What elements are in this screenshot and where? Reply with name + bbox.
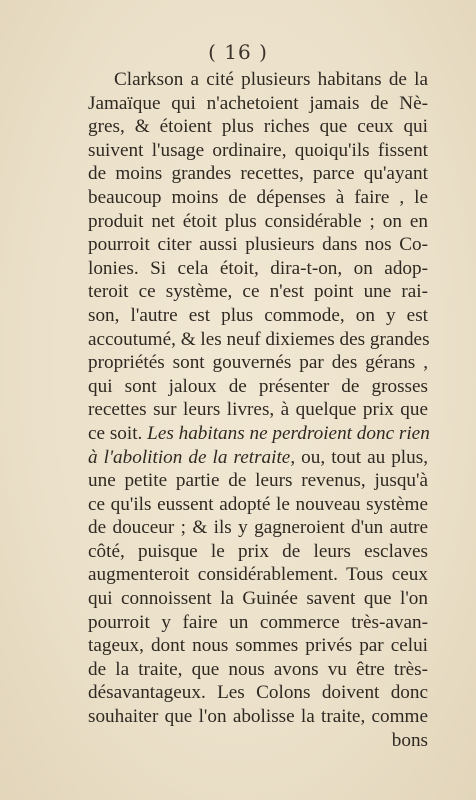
text-line: de douceur ; & ils y gagneroient d'un autre: [88, 517, 428, 539]
text-line: qui connoissent la Guinée savent que l'on: [88, 588, 428, 610]
text-line: ce qu'ils eussent adopté le nouveau système: [88, 493, 428, 515]
page-number: ( 16 ): [208, 40, 268, 64]
text-line: propriétés sont gouvernés par des gérans ,: [88, 352, 428, 374]
text-line: accoutumé, & les neuf dixiemes des grandes: [88, 328, 430, 350]
text-line: qui sont jaloux de présenter de grosses: [88, 375, 428, 397]
text-line: pourroit citer aussi plusieurs dans nos Co-: [88, 234, 428, 256]
text-line: une petite partie de leurs revenus, jusqu'à: [88, 470, 428, 492]
text-line: gres, & étoient plus riches que ceux qui: [88, 116, 428, 138]
catchword: bons: [391, 729, 428, 751]
text-line: Clarkson a cité plusieurs habitans de la: [114, 69, 428, 90]
italic-segment: Les habitans ne perdroient donc rien: [147, 422, 430, 444]
text-line: souhaiter que l'on abolisse la traite, comme: [88, 706, 428, 728]
text-line: lonies. Si cela étoit, dira-t-on, on adop-: [88, 257, 428, 279]
text-line: désavantageux. Les Colons doivent donc: [88, 682, 428, 704]
text-segment: ce soit.: [88, 422, 148, 444]
text-line: côté, puisque le prix de leurs esclaves: [88, 540, 428, 562]
text-line: suivent l'usage ordinaire, quoiqu'ils fissent: [88, 139, 428, 161]
text-line: augmenteroit considérablement. Tous ceux: [88, 564, 428, 586]
text-line: tageux, dont nous sommes privés par celui: [88, 635, 428, 657]
text-line: teroit ce système, ce n'est point une rai-: [88, 281, 428, 303]
body-text: [88, 68, 428, 752]
text-line: de moins grandes recettes, parce qu'ayant: [88, 163, 428, 185]
text-line-mixed: [88, 446, 428, 470]
text-segment: , ou, tout au plus,: [290, 446, 428, 468]
text-line: son, l'autre est plus commode, on y est: [88, 304, 428, 326]
italic-segment: à l'abolition de la retraite: [88, 446, 291, 468]
text-line: recettes sur leurs livres, à quelque prix que: [88, 399, 428, 421]
text-line-mixed: [88, 422, 428, 446]
text-line: de la traite, que nous avons vu être très-: [88, 658, 428, 680]
text-line: Jamaïque qui n'achetoient jamais de Nè-: [88, 92, 428, 114]
text-line: pourroit y faire un commerce très-avan-: [88, 611, 428, 633]
text-line: beaucoup moins de dépenses à faire , le: [88, 186, 428, 208]
text-line: produit net étoit plus considérable ; on en: [88, 210, 428, 232]
